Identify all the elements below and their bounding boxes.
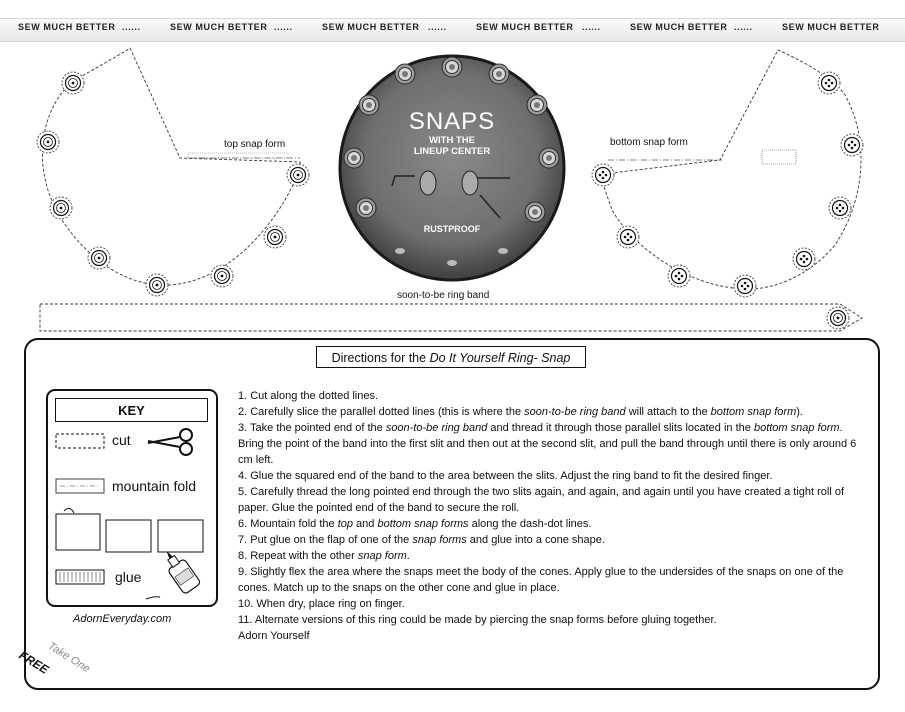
snap-icon — [841, 134, 863, 156]
banner-separator: ...... — [274, 22, 293, 32]
banner-text: SEW MUCH BETTER — [170, 22, 268, 32]
cut-line-sample — [56, 434, 104, 448]
snap-icon — [211, 265, 233, 287]
seal-bottom-text: RUSTPROOF — [423, 224, 481, 234]
key-mountain-fold-label: mountain fold — [112, 478, 197, 494]
direction-step: 8. Repeat with the other snap form. — [238, 550, 410, 562]
direction-step: 3. Take the pointed end of the soon-to-be ring band and thread it through those parallel slits located in the bottom snap form. Bring the point of the band into the first slit and then out at the second slit, and pull the band through until there is only around 6 cm left. — [238, 422, 857, 466]
ring-band — [40, 304, 862, 331]
direction-step: 4. Glue the squared end of the band to the area between the slits. Adjust the ring band to fit the desired finger. — [238, 470, 773, 482]
scissors-icon — [148, 429, 192, 455]
snap-icon — [146, 274, 168, 296]
banner-text: SEW MUCH BETTER — [322, 22, 420, 32]
banner-text: SEW MUCH BETTER — [630, 22, 728, 32]
snap-icon — [88, 247, 110, 269]
seal-subtitle-line1: WITH THE — [429, 135, 475, 146]
direction-step: 7. Put glue on the flap of one of the snap forms and glue into a cone shape. — [238, 534, 605, 546]
key-title: KEY — [55, 398, 208, 422]
direction-step: 2. Carefully slice the parallel dotted lines (this is where the soon-to-be ring band will attach to the bottom snap form). — [238, 406, 803, 418]
direction-step: 5. Carefully thread the long pointed end through the two slits again, and again, and again until you have created a tight roll of paper. Glue the pointed end of the band to secure the roll. — [238, 486, 845, 514]
snaps-card-image — [340, 56, 564, 280]
top-snap-form-label: top snap form — [224, 139, 286, 150]
key-glue-label: glue — [115, 569, 142, 585]
directions-title: Directions for the Do It Yourself Ring- Snap — [316, 346, 586, 368]
snap-icon — [50, 197, 72, 219]
direction-step: Adorn Yourself — [238, 630, 310, 642]
banner-text: SEW MUCH BETTER — [476, 22, 574, 32]
free-text: FREE — [16, 648, 52, 677]
fold-diagram-box — [158, 520, 203, 552]
direction-step: 11. Alternate versions of this ring could be made by piercing the snap forms before gluing together. — [238, 614, 717, 626]
directions-steps — [238, 388, 868, 644]
snap-icon — [668, 265, 690, 287]
snap-icon — [592, 164, 614, 186]
snap-icon — [37, 131, 59, 153]
glue-bottle-icon — [158, 545, 201, 594]
banner-separator: ...... — [734, 22, 753, 32]
snap-icon — [264, 226, 286, 248]
direction-step: 10. When dry, place ring on finger. — [238, 598, 405, 610]
direction-step: 6. Mountain fold the top and bottom snap forms along the dash-dot lines. — [238, 518, 592, 530]
direction-step: 1. Cut along the dotted lines. — [238, 390, 379, 402]
seal-subtitle-line2: LINEUP CENTER — [413, 146, 491, 157]
website-text: AdornEveryday.com — [73, 613, 172, 625]
snap-icon — [617, 226, 639, 248]
seal-title: SNAPS — [408, 108, 496, 135]
fold-diagram-box — [106, 520, 151, 552]
top-snap-form — [37, 48, 309, 296]
take-one-text: Take One — [45, 640, 93, 676]
snap-icon — [829, 197, 851, 219]
direction-step: 9. Slightly flex the area where the snaps meet the body of the cones. Apply glue to the undersides of the snaps on one of the cones. Match up to the snaps on the other cone and glue in place. — [238, 566, 844, 594]
snap-icon — [62, 72, 84, 94]
bottom-snap-form — [592, 50, 863, 297]
snap-icon — [818, 72, 840, 94]
snap-icon — [827, 307, 849, 329]
banner-text: SEW MUCH BETTER — [782, 22, 880, 32]
snap-icon — [287, 164, 309, 186]
banner-text: SEW MUCH BETTER — [18, 22, 116, 32]
banner-separator: ...... — [582, 22, 601, 32]
banner-separator: ...... — [122, 22, 141, 32]
cutout-artwork — [0, 0, 905, 340]
ring-band-label: soon-to-be ring band — [397, 290, 490, 301]
fold-diagram-box — [56, 514, 100, 550]
snap-icon — [793, 248, 815, 270]
banner-separator: ...... — [428, 22, 447, 32]
snap-icon — [734, 275, 756, 297]
bottom-snap-form-label: bottom snap form — [610, 137, 688, 148]
key-cut-label: cut — [112, 432, 131, 448]
